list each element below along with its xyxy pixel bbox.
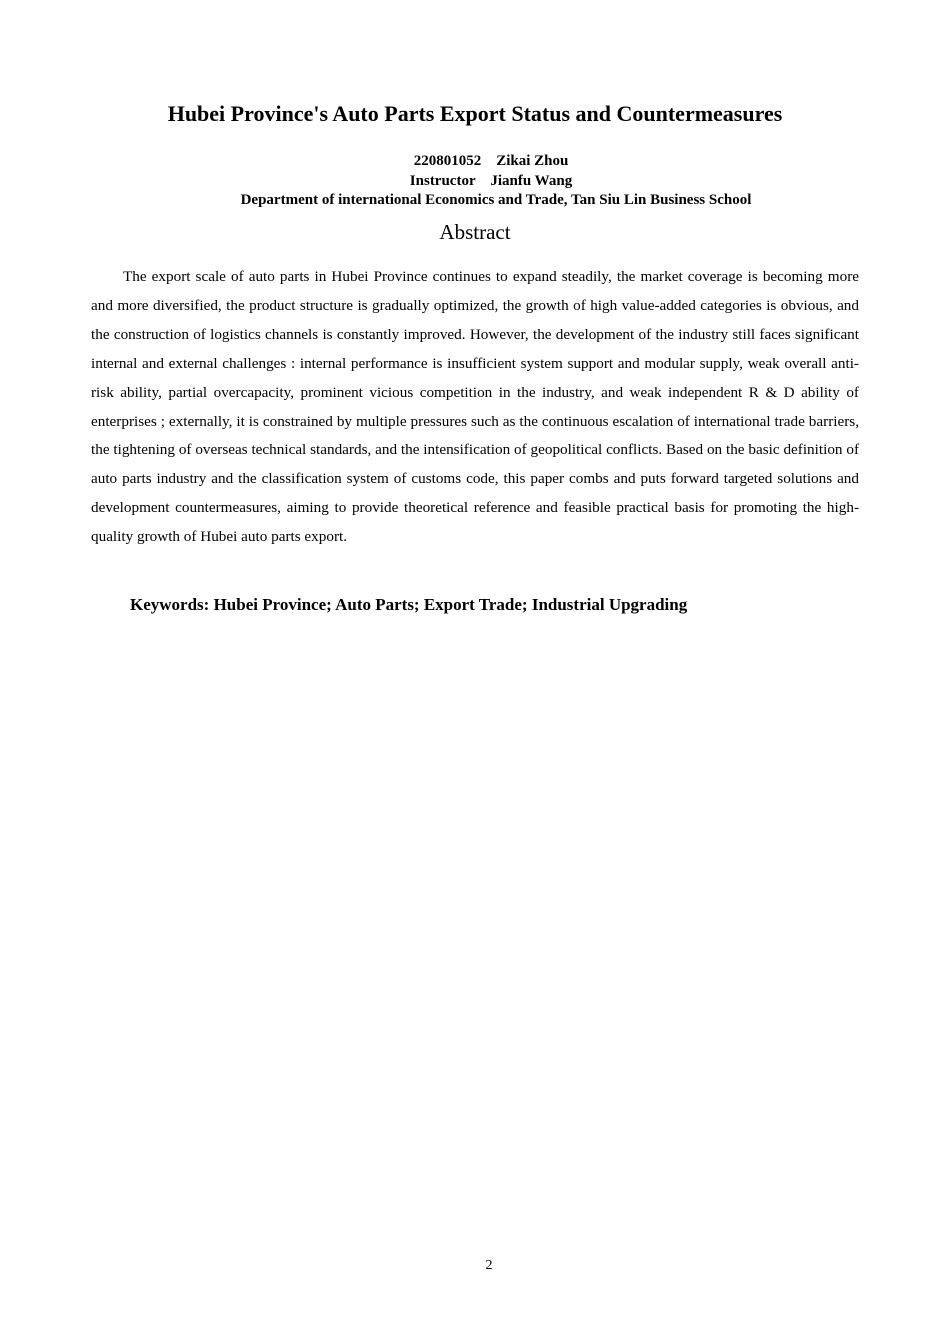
- abstract-body: The export scale of auto parts in Hubei Province continues to expand steadily, the market coverage is becoming more and more diversified, the product structure is gradually optimized, the growth of high value-added categories is obvious, and the construction of logistics channels is constantly improved. However, the development of the industry still faces significant internal and external challenges : internal performance is insufficient system support and modular supply, weak overall anti-risk ability, partial overcapacity, prominent vicious competition in the industry, and weak independent R & D ability of enterprises ; externally, it is constrained by multiple pressures such as the continuous escalation of international trade barriers, the tightening of overseas technical standards, and the intensification of geopolitical conflicts. Based on the basic definition of auto parts industry and the classification system of customs code, this paper combs and puts forward targeted solutions and development countermeasures, aiming to provide theoretical reference and feasible practical basis for promoting the high-quality growth of Hubei auto parts export.: [91, 268, 859, 546]
- paper-title: Hubei Province's Auto Parts Export Status and Countermeasures: [167, 101, 783, 126]
- page-number: 2: [485, 1258, 493, 1273]
- author-line: 220801052 Zikai Zhou: [413, 153, 569, 169]
- keywords-line: Keywords: Hubei Province; Auto Parts; Export Trade; Industrial Upgrading: [130, 595, 688, 614]
- instructor-line: Instructor Jianfu Wang: [409, 173, 573, 189]
- abstract-heading: Abstract: [439, 220, 511, 244]
- department-line: Department of international Economics and Trade, Tan Siu Lin Business School: [240, 192, 752, 208]
